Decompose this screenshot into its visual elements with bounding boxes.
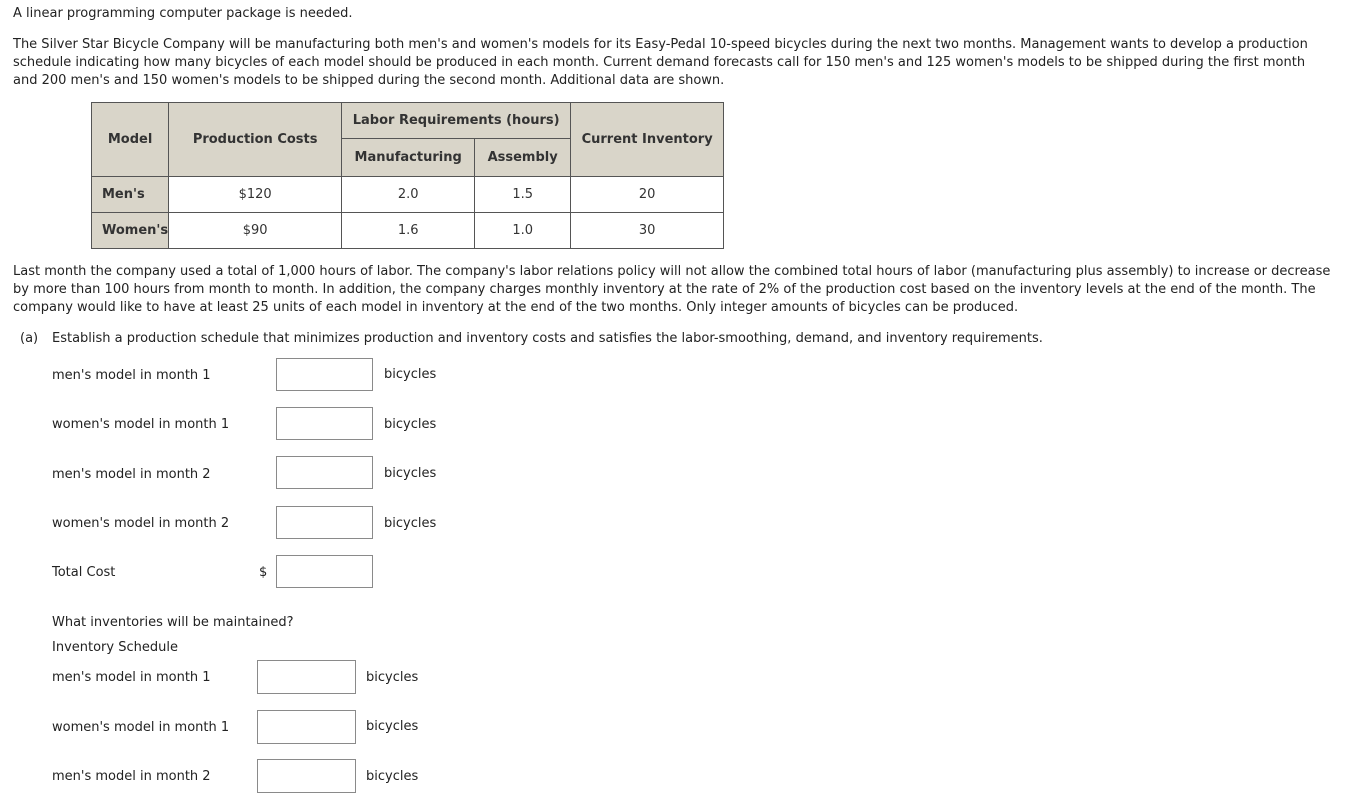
row-model: Women's bbox=[92, 213, 169, 249]
row-assembly: 1.0 bbox=[475, 213, 571, 249]
bicycle-data-table bbox=[91, 102, 724, 249]
unit-label: bicycles bbox=[366, 769, 419, 784]
row-inventory: 20 bbox=[571, 177, 724, 213]
unit-label: bicycles bbox=[384, 417, 437, 432]
women-month2-production-input[interactable] bbox=[276, 506, 373, 539]
policy-statement: Last month the company used a total of 1,000 hours of labor. The company's labor relations policy will not allow the combined total hours of labor (manufacturing plus assembly) to increase or decrease by more than 100 hours from month to month. In addition, the company charges monthly inventory at the rate of 2% of the production cost based on the inventory levels at the end of the month. The company would like to have at least 25 units of each model in inventory at the end of the two months. Only integer amounts of bicycles can be produced. bbox=[13, 264, 1331, 315]
answer-label: women's model in month 2 bbox=[52, 516, 230, 531]
inventory-question: What inventories will be maintained? bbox=[52, 615, 294, 630]
part-a-question: Establish a production schedule that minimizes production and inventory costs and satisfies the labor-smoothing, demand, and inventory requirements. bbox=[52, 331, 1043, 346]
women-month1-production-input[interactable] bbox=[276, 407, 373, 440]
answer-label: men's model in month 1 bbox=[52, 368, 211, 383]
part-a-marker: (a) bbox=[20, 331, 39, 346]
unit-label: bicycles bbox=[384, 466, 437, 481]
total-cost-label: Total Cost bbox=[52, 565, 116, 580]
answer-label: women's model in month 1 bbox=[52, 417, 230, 432]
inventory-schedule-heading: Inventory Schedule bbox=[52, 640, 178, 655]
men-month2-production-input[interactable] bbox=[276, 456, 373, 489]
men-month2-inventory-input[interactable] bbox=[257, 759, 356, 793]
intro-text: A linear programming computer package is needed. bbox=[13, 6, 353, 21]
row-cost: $120 bbox=[169, 177, 342, 213]
row-assembly: 1.5 bbox=[475, 177, 571, 213]
unit-label: bicycles bbox=[384, 516, 437, 531]
problem-statement: The Silver Star Bicycle Company will be manufacturing both men's and women's models for its Easy-Pedal 10-speed bicycles during the next two months. Management wants to develop a production schedule indicating how many bicycles of each model should be produced in each month. Current demand forecasts call for 150 men's and 125 women's models to be shipped during the first month and 200 men's and 150 women's models to be shipped during the second month. Additional data are shown. bbox=[13, 37, 1308, 88]
header-model: Model bbox=[92, 103, 169, 177]
table-row bbox=[92, 213, 724, 249]
row-model: Men's bbox=[92, 177, 169, 213]
unit-label: bicycles bbox=[366, 670, 419, 685]
header-assembly: Assembly bbox=[475, 139, 571, 177]
total-cost-input[interactable] bbox=[276, 555, 373, 588]
answer-label: men's model in month 1 bbox=[52, 670, 211, 685]
header-current-inventory: Current Inventory bbox=[571, 103, 724, 177]
header-manufacturing: Manufacturing bbox=[342, 139, 475, 177]
row-cost: $90 bbox=[169, 213, 342, 249]
answer-label: women's model in month 1 bbox=[52, 720, 230, 735]
unit-label: bicycles bbox=[366, 719, 419, 734]
unit-label: bicycles bbox=[384, 367, 437, 382]
row-inventory: 30 bbox=[571, 213, 724, 249]
header-labor-requirements: Labor Requirements (hours) bbox=[342, 103, 571, 139]
table-row bbox=[92, 177, 724, 213]
answer-label: men's model in month 2 bbox=[52, 467, 211, 482]
answer-label: men's model in month 2 bbox=[52, 769, 211, 784]
men-month1-production-input[interactable] bbox=[276, 358, 373, 391]
men-month1-inventory-input[interactable] bbox=[257, 660, 356, 694]
header-production-costs: Production Costs bbox=[169, 103, 342, 177]
row-manufacturing: 2.0 bbox=[342, 177, 475, 213]
women-month1-inventory-input[interactable] bbox=[257, 710, 356, 744]
currency-symbol: $ bbox=[259, 565, 268, 580]
row-manufacturing: 1.6 bbox=[342, 213, 475, 249]
